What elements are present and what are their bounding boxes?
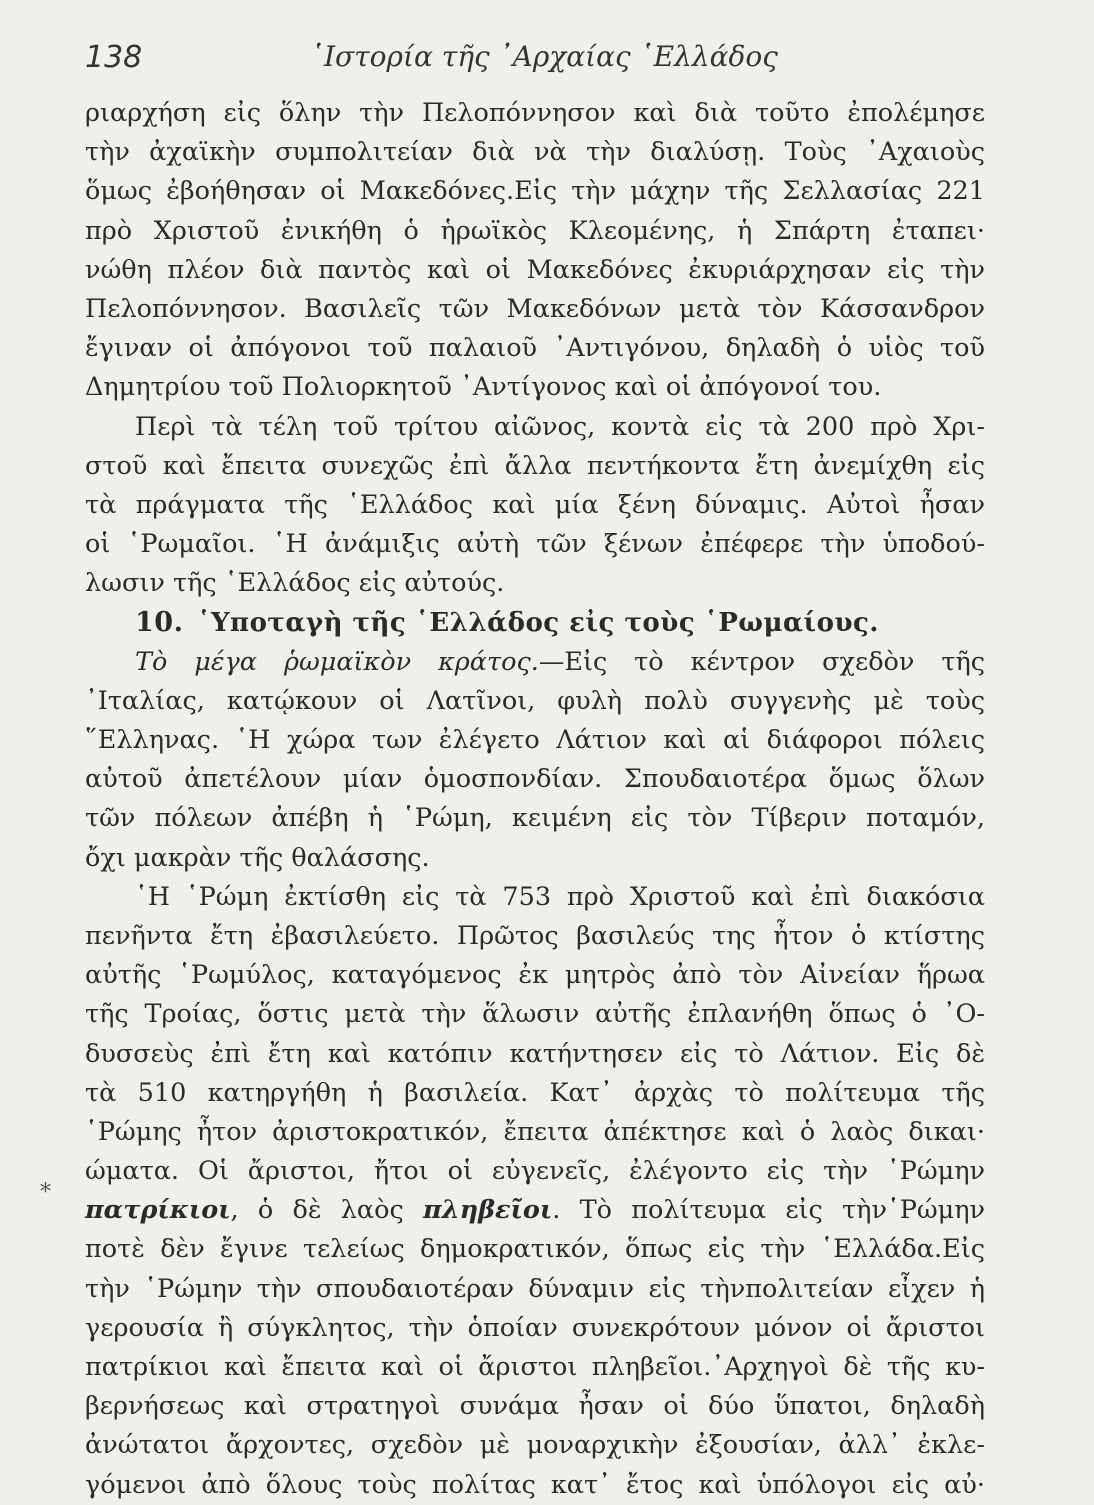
text-line [85,1074,985,1113]
text-line [85,1387,985,1426]
line-text: —Εἰς τὸ κέντρον σχεδὸν τῆς [538,646,986,677]
text-line [85,995,985,1034]
text-line [85,290,985,329]
text-line [85,408,985,447]
line-text: πατρίκιοι καὶ ἔπειτα καὶ οἱ ἄριστοι πληβεῖοι.᾿Αρχηγοὶ δὲ τῆς κυ- [85,1352,985,1382]
line-text: ἔγιναν οἱ ἀπόγονοι τοῦ παλαιοῦ ᾿Αντιγόνου, δηλαδὴ ὁ υἱὸς τοῦ [85,333,985,364]
line-text: δυσσεὺς ἐπὶ ἔτη καὶ κατόπιν κατήντησεν εἰς τὸ Λάτιον. Εἰς δὲ [85,1038,985,1069]
text-line [85,133,985,172]
page-header [85,40,985,84]
line-text: γερουσία ἢ σύγκλητος, τὴν ὁποίαν συνεκρότουν μόνον οἱ ἄριστοι [85,1312,985,1343]
line-text: βερνήσεως καὶ στρατηγοὶ συνάμα ἦσαν οἱ δύο ὕπατοι, δηλαδὴ [85,1391,985,1422]
text-line [85,212,985,251]
line-text: ῾Η ῾Ρώμη ἐκτίσθη εἰς τὰ 753 πρὸ Χριστοῦ καὶ ἐπὶ διακόσια [135,881,985,912]
text-line [85,760,985,799]
text-line [85,251,985,290]
line-text: οἱ ῾Ρωμαῖοι. ῾Η ἀνάμιξις αὐτὴ τῶν ξένων ἐπέφερε τὴν ὑποδού- [85,529,985,560]
line-text: τὴν ῾Ρώμην τὴν σπουδαιοτέραν δύναμιν εἰς τὴνπολιτείαν εἶχεν ἡ [85,1273,985,1304]
line-text: ριαρχήση εἰς ὅλην τὴν Πελοπόννησον καὶ διὰ τοῦτο ἐπολέμησε [85,98,985,128]
line-text: ἀνώτατοι ἄρχοντες, σχεδὸν μὲ μοναρχικὴν ἐξουσίαν, ἀλλ᾿ ἐκλε- [85,1430,985,1461]
line-text: Δημητρίου τοῦ Πολιορκητοῦ ᾿Αντίγονος καὶ οἱ ἀπόγονοί του. [85,372,882,403]
text-line [85,1309,985,1348]
line-text: τῆς Τροίας, ὅστις μετὰ τὴν ἅλωσιν αὐτῆς ἐπλανήθη ὅπως ὁ ᾿Ο- [85,999,985,1030]
line-text: Περὶ τὰ τέλη τοῦ τρίτου αἰῶνος, κοντὰ εἰς τὰ 200 πρὸ Χρι- [135,411,985,442]
section-heading [85,603,985,642]
line-text: τῶν πόλεων ἀπέβη ἡ ῾Ρώμη, κειμένη εἰς τὸν Τίβεριν ποταμόν, [85,803,985,834]
text-line [85,799,985,838]
text-line [85,1466,985,1505]
text-line [85,839,985,878]
line-text: ῞Ελληνας. ῾Η χώρα των ἐλέγετο Λάτιον καὶ αἱ διάφοροι πόλεις [85,725,985,755]
line-text: γόμενοι ἀπὸ ὅλους τοὺς πολίτας κατ᾿ ἔτος καὶ ὑπόλογοι εἰς αὐ· [85,1469,985,1500]
line-text: ποτὲ δὲν ἔγινε τελείως δημοκρατικόν, ὅπως εἰς τὴν ῾Ελλάδα.Εἰς [85,1234,985,1265]
line-text: αὐτῆς ῾Ρωμύλος, καταγόμενος ἐκ μητρὸς ἀπὸ τὸν Αἰνείαν ἥρωα [85,960,985,991]
line-text: τὴν ἀχαϊκὴν συμπολιτείαν διὰ νὰ τὴν διαλύσῃ. Τοὺς ᾿Αχαιοὺς [85,137,985,168]
text-line [85,878,985,917]
text-line [85,447,985,486]
text-line [85,329,985,368]
line-text: ῾Ρώμης ἦτον ἀριστοκρατικόν, ἔπειτα ἀπέκτησε καὶ ὁ λαὸς δικαι· [85,1116,985,1147]
section-number: 10. [135,607,184,639]
line-text: τὰ 510 κατηργήθη ἡ βασιλεία. Κατ᾿ ἀρχὰς τὸ πολίτευμα τῆς [85,1077,985,1108]
text-line [85,525,985,564]
line-text: πρὸ Χριστοῦ ἐνικήθη ὁ ἡρωϊκὸς Κλεομένης, ἡ Σπάρτη ἐταπει· [85,215,985,246]
text-line [85,1426,985,1465]
line-text: ὅμως ἐβοήθησαν οἱ Μακεδόνες.Εἰς τὴν μάχην τῆς Σελλασίας 221 [85,176,985,207]
text-line [85,956,985,995]
margin-mark: * [40,1180,51,1205]
line-text: τὰ πράγματα τῆς ῾Ελλάδος καὶ μία ξένη δύναμις. Αὐτοὶ ἦσαν [85,489,985,520]
text-line [85,1230,985,1269]
text-line [85,643,985,682]
text-line [85,682,985,721]
term-plebeians: πληβεῖοι [423,1195,553,1226]
text-segment: , ὁ δὲ λαὸς [230,1195,424,1226]
text-line [85,917,985,956]
line-text: ᾿Ιταλίας, κατῴκουν οἱ Λατῖνοι, φυλὴ πολὺ συγγενὴς μὲ τοὺς [85,685,985,716]
text-line [85,368,985,407]
body-text [85,94,985,1505]
line-text: πενῆντα ἔτη ἐβασιλεύετο. Πρῶτος βασιλεύς της ἦτον ὁ κτίστης [85,920,985,951]
running-title: ῾Ιστορία τῆς ᾿Αρχαίας ῾Ελλάδος [310,40,778,73]
text-line [85,1035,985,1074]
text-line [85,1348,985,1387]
text-line [85,564,985,603]
line-text: ώματα. Οἱ ἄριστοι, ἤτοι οἱ εὐγενεῖς, ἐλέγοντο εἰς τὴν ῾Ρώμην [85,1156,985,1187]
line-text: αὐτοῦ ἀπετέλουν μίαν ὁμοσπονδίαν. Σπουδαιοτέρα ὅμως ὅλων [85,764,985,795]
term-patricians: πατρίκιοι [85,1195,231,1226]
text-line [85,486,985,525]
line-text: στοῦ καὶ ἔπειτα συνεχῶς ἐπὶ ἄλλα πεντήκοντα ἔτη ἀνεμίχθη εἰς [85,450,985,481]
text-line [85,1113,985,1152]
text-line [85,94,985,133]
text-line [85,721,985,760]
line-text: νώθη πλέον διὰ παντὸς καὶ οἱ Μακεδόνες ἐκυριάρχησαν εἰς τὴν [85,254,985,285]
line-text: . Τὸ πολίτευμα εἰς τὴν῾Ρώμην [552,1195,985,1226]
text-line [85,172,985,211]
line-text: ὄχι μακρὰν τῆς θαλάσσης. [85,842,430,873]
subsection-title: Τὸ μέγα ῥωμαϊκὸν κράτος. [135,646,539,677]
text-line [85,1270,985,1309]
text-line [85,1152,985,1191]
page-number: 138 [85,40,143,75]
text-line [85,1191,985,1230]
line-text: Πελοπόννησον. Βασιλεῖς τῶν Μακεδόνων μετὰ τὸν Κάσσανδρον [85,293,985,324]
line-text: λωσιν τῆς ῾Ελλάδος εἰς αὐτούς. [85,568,505,599]
line-text: ῾Υποταγὴ τῆς ῾Ελλάδος εἰς τοὺς ῾Ρωμαίους. [197,608,879,639]
